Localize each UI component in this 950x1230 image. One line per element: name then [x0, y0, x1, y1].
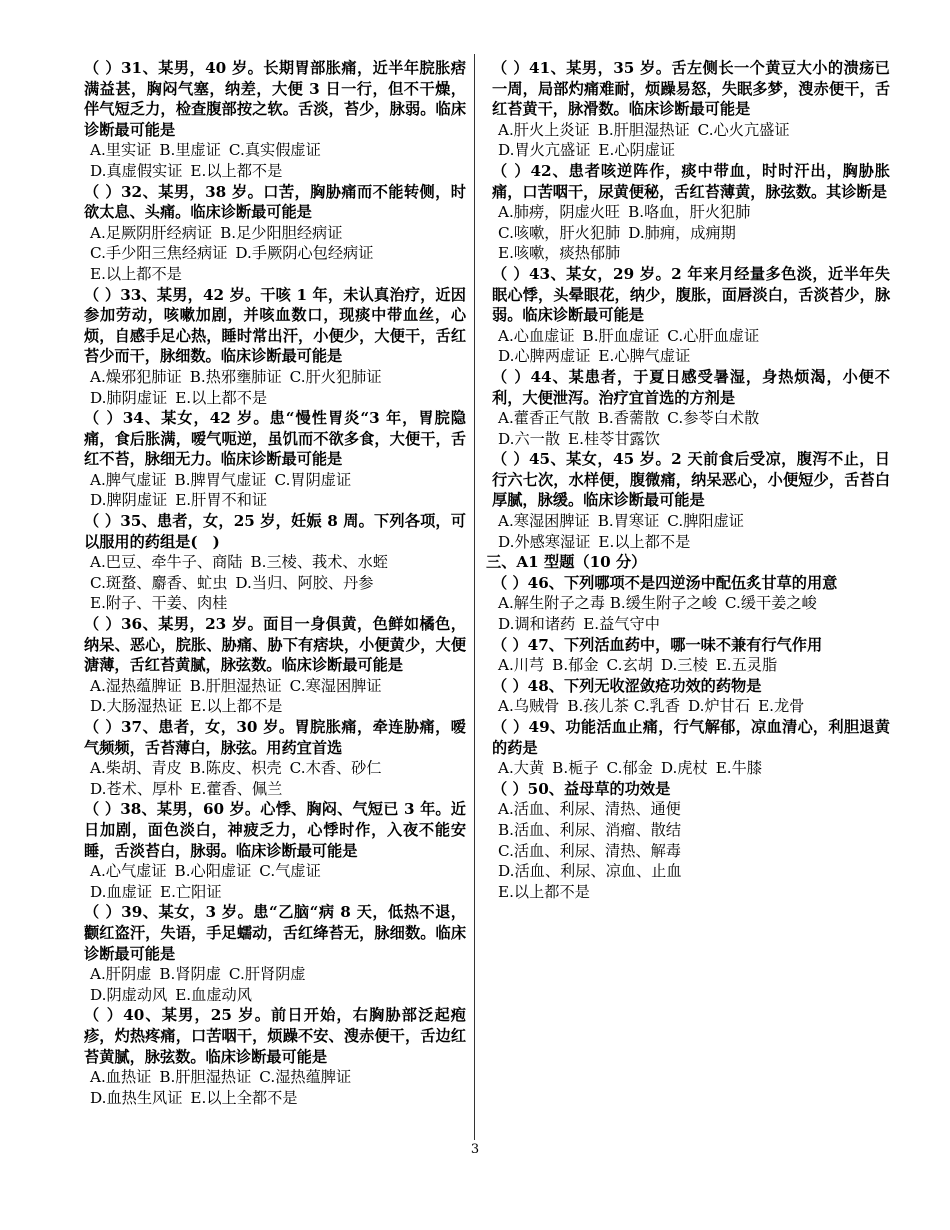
answer-option: B.里虚证 — [159, 141, 221, 160]
answer-option: A.藿香正气散 — [498, 409, 590, 428]
answer-option: A.里实证 — [90, 141, 152, 160]
option-line — [84, 985, 466, 1006]
option-line — [84, 470, 466, 491]
question-stem: （ ）32、某男，38 岁。口苦，胸胁痛而不能转侧，时欲太息、头痛。临床诊断最可能是 — [84, 182, 466, 222]
answer-option: D.虎杖 — [660, 759, 708, 778]
option-line — [84, 1088, 466, 1109]
question-stem: （ ）40、某男，25 岁。前日开始，右胸胁部泛起疱疹，灼热疼痛，口苦咽干，烦躁不安、溲赤便干，舌边红苔黄腻，脉弦数。临床诊断最可能是 — [84, 1006, 466, 1066]
option-line — [492, 511, 890, 532]
answer-option: A.燥邪犯肺证 — [90, 367, 182, 386]
answer-option: C.木香、砂仁 — [289, 759, 382, 778]
option-line — [84, 1067, 466, 1088]
question-stem: （ ）36、某男，23 岁。面目一身俱黄，色鲜如橘色，纳呆、恶心，脘胀、胁痛、胁下有痞块，小便黄少，大便溏薄，舌红苔黄腻，脉弦数。临床诊断最可能是 — [84, 615, 466, 675]
answer-option: A.大黄 — [498, 759, 545, 778]
answer-option: D.肺痈，成痈期 — [628, 223, 736, 242]
option-line — [492, 346, 890, 367]
question-item — [492, 779, 890, 903]
answer-option: E.以上都不是 — [498, 882, 590, 901]
answer-option: A.心气虚证 — [90, 862, 167, 881]
answer-option: A.柴胡、青皮 — [90, 759, 182, 778]
answer-option: B.香薷散 — [597, 409, 660, 428]
answer-option: E.藿香、佩兰 — [190, 779, 283, 798]
left-column — [84, 58, 466, 1108]
option-line — [84, 593, 466, 614]
answer-option: E.桂苓甘露饮 — [568, 429, 660, 448]
question-item — [84, 511, 466, 614]
answer-option: D.胃火亢盛证 — [498, 141, 591, 160]
option-line — [492, 758, 890, 779]
option-line — [84, 573, 466, 594]
answer-option: A.足厥阴肝经病证 — [90, 223, 213, 242]
answer-option: D.三棱 — [660, 656, 708, 675]
answer-option: B.肝血虚证 — [582, 326, 660, 345]
question-item — [492, 367, 890, 449]
option-line — [84, 367, 466, 388]
option-line — [84, 264, 466, 285]
question-item — [84, 285, 466, 409]
answer-option: B.脾胃气虚证 — [174, 470, 267, 489]
question-item — [84, 717, 466, 799]
section-title: 三、A1 型题（10 分） — [486, 553, 647, 572]
answer-option: B.三棱、莪术、水蛭 — [250, 553, 388, 572]
question-stem: （ ）44、某患者，于夏日感受暑湿，身热烦渴，小便不利，大便泄泻。治疗宜首选的方剂是 — [492, 367, 890, 407]
question-stem: （ ）46、下列哪项不是四逆汤中配伍炙甘草的用意 — [492, 573, 838, 592]
answer-option: C.寒湿困脾证 — [289, 676, 382, 695]
question-stem: （ ）35、患者，女，25 岁，妊娠 8 周。下列各项，可以服用的药组是( ) — [84, 512, 466, 551]
answer-option: A.心血虚证 — [498, 326, 575, 345]
question-item — [492, 58, 890, 161]
question-stem: （ ）38、某男，60 岁。心悸、胸闷、气短已 3 年。近日加剧，面色淡白，神疲乏力，心悸时作，入夜不能安睡，舌淡苔白，脉弱。临床诊断最可能是 — [84, 800, 466, 860]
question-stem: （ ）34、某女，42 岁。患“慢性胃炎“3 年，胃脘隐痛，食后胀满，嗳气呃逆，虽饥而不欲多食，大便干，舌红不苔，脉细无力。临床诊断最可能是 — [84, 409, 466, 469]
answer-option: B.肾阴虚 — [159, 965, 221, 984]
option-line — [84, 243, 466, 264]
answer-option: D.阴虚动风 — [90, 985, 168, 1004]
answer-option: D.当归、阿胶、丹参 — [235, 573, 374, 592]
question-stem: （ ）45、某女，45 岁。2 天前食后受凉，腹泻不止，日行六七次，水样便，腹微痛，纳呆恶心，小便短少，舌苔白厚腻，脉缓。临床诊断最可能是 — [492, 450, 890, 510]
answer-option: D.血虚证 — [90, 882, 153, 901]
answer-option: C.缓干姜之峻 — [724, 594, 817, 613]
answer-option: D.六一散 — [498, 429, 561, 448]
answer-option: D.外感寒湿证 — [498, 532, 591, 551]
answer-option: B.孩儿茶 C.乳香 — [567, 697, 681, 716]
answer-option: D.调和诸药 — [498, 615, 576, 634]
answer-option: A.川芎 — [498, 656, 545, 675]
answer-option: C.斑蝥、麝香、虻虫 — [90, 573, 228, 592]
option-line — [492, 820, 890, 841]
answer-option: A.血热证 — [90, 1068, 152, 1087]
answer-option: E.以上全都不是 — [190, 1088, 298, 1107]
answer-option: A.肝火上炎证 — [498, 120, 590, 139]
answer-option: E.以上都不是 — [598, 532, 691, 551]
question-item — [84, 1005, 466, 1108]
question-stem: （ ）33、某男，42 岁。干咳 1 年，未认真治疗，近因参加劳动，咳嗽加剧，并咳血数口，现痰中带血丝，心烦，自感手足心热，睡时常出汗，小便少，大便干，舌红苔少而干，脉细数。临床诊断最可能是 — [84, 285, 466, 366]
answer-option: D.心脾两虚证 — [498, 347, 591, 366]
answer-option: A.活血、利尿、清热、通便 — [498, 800, 681, 819]
answer-option: C.玄胡 — [606, 656, 653, 675]
question-item — [84, 614, 466, 717]
question-item — [84, 182, 466, 285]
answer-option: A.巴豆、牵牛子、商陆 — [90, 553, 243, 572]
option-line — [492, 223, 890, 244]
answer-option: C.气虚证 — [259, 862, 321, 881]
option-line — [492, 408, 890, 429]
option-line — [84, 964, 466, 985]
answer-option: A.解生附子之毒 B.缓生附子之峻 — [498, 594, 717, 613]
answer-option: D.苍术、厚朴 — [90, 779, 183, 798]
answer-option: E.咳嗽，痰热郁肺 — [498, 244, 621, 263]
answer-option: E.亡阳证 — [160, 882, 222, 901]
answer-option: A.肺痨，阴虚火旺 — [498, 203, 621, 222]
option-line — [84, 779, 466, 800]
answer-option: C.肝肾阴虚 — [228, 965, 306, 984]
answer-option: D.真虚假实证 — [90, 161, 183, 180]
option-line — [492, 532, 890, 553]
answer-option: D.肺阴虚证 — [90, 388, 168, 407]
question-item — [492, 635, 890, 676]
option-line — [492, 202, 890, 223]
answer-option: E.以上都不是 — [175, 388, 268, 407]
answer-option: C.活血、利尿、清热、解毒 — [498, 841, 681, 860]
answer-option: B.心阳虚证 — [174, 862, 252, 881]
question-item — [492, 161, 890, 264]
answer-option: C.胃阴虚证 — [274, 470, 352, 489]
question-stem: （ ）42、患者咳逆阵作，痰中带血，时时汗出，胸胁胀痛，口苦咽干，尿黄便秘，舌红苔薄黄，脉弦数。其诊断是 — [492, 161, 890, 201]
answer-option: C.心肝血虚证 — [667, 326, 760, 345]
question-stem: （ ）43、某女，29 岁。2 年来月经量多色淡，近半年失眠心悸，头晕眼花，纳少，腹胀，面唇淡白，舌淡苔少，脉弱。临床诊断最可能是 — [492, 264, 890, 325]
answer-option: E.肝胃不和证 — [175, 491, 268, 510]
option-line — [492, 655, 890, 676]
option-line — [84, 882, 466, 903]
question-item — [492, 264, 890, 367]
option-line — [84, 388, 466, 409]
column-divider — [474, 54, 475, 1140]
answer-option: C.肝火犯肺证 — [289, 367, 382, 386]
answer-option: D.手厥阴心包经病证 — [235, 244, 374, 263]
answer-option: E.心脾气虚证 — [598, 347, 691, 366]
option-line — [492, 861, 890, 882]
option-line — [84, 552, 466, 573]
question-item — [492, 717, 890, 779]
question-stem: （ ）41、某男，35 岁。舌左侧长一个黄豆大小的溃疡已一周，局部灼痛难耐，烦躁易怒，失眠多梦，溲赤便干，舌红苔黄干，脉滑数。临床诊断最可能是 — [492, 59, 890, 119]
answer-option: E.以上都不是 — [190, 161, 283, 180]
question-item — [84, 799, 466, 902]
answer-option: C.郁金 — [606, 759, 653, 778]
answer-option: D.脾阴虚证 — [90, 491, 168, 510]
answer-option: C.真实假虚证 — [228, 141, 321, 160]
answer-option: B.肝胆湿热证 — [597, 120, 690, 139]
option-line — [492, 120, 890, 141]
answer-option: B.咯血，肝火犯肺 — [628, 203, 751, 222]
option-line — [492, 882, 890, 903]
answer-option: B.肝胆湿热证 — [189, 676, 282, 695]
question-stem: （ ）39、某女，3 岁。患“乙脑“病 8 天，低热不退，颧红盗汗，失语，手足蠕动，舌红绛苔无，脉细数。临床诊断最可能是 — [84, 903, 466, 963]
question-stem: （ ）37、患者，女，30 岁。胃脘胀痛，牵连胁痛，嗳气频频，舌苔薄白，脉弦。用药宜首选 — [84, 718, 466, 757]
answer-option: E.附子、干姜、肉桂 — [90, 594, 228, 613]
answer-option: B.陈皮、枳壳 — [189, 759, 282, 778]
question-item — [492, 676, 890, 717]
answer-option: B.郁金 — [552, 656, 599, 675]
answer-option: E.龙骨 — [758, 697, 805, 716]
answer-option: E.益气守中 — [583, 615, 660, 634]
answer-option: E.五灵脂 — [715, 656, 778, 675]
answer-option: B.栀子 — [552, 759, 599, 778]
question-item — [492, 449, 890, 552]
question-item — [492, 573, 890, 635]
answer-option: C.咳嗽，肝火犯肺 — [498, 223, 621, 242]
answer-option: C.参苓白术散 — [667, 409, 760, 428]
option-line — [492, 841, 890, 862]
option-line — [84, 223, 466, 244]
option-line — [492, 326, 890, 347]
answer-option: B.胃寒证 — [597, 512, 660, 531]
answer-option: D.炉甘石 — [688, 697, 751, 716]
option-line — [84, 696, 466, 717]
answer-option: A.脾气虚证 — [90, 470, 167, 489]
right-question-list — [492, 58, 890, 552]
option-line — [492, 799, 890, 820]
question-item — [84, 902, 466, 1005]
a1-question-list — [492, 573, 890, 903]
question-stem: （ ）48、下列无收涩敛疮功效的药物是 — [492, 676, 762, 695]
answer-option: D.活血、利尿、凉血、止血 — [498, 862, 682, 881]
option-line — [492, 593, 890, 614]
answer-option: D.大肠湿热证 — [90, 697, 183, 716]
question-stem: （ ）50、益母草的功效是 — [492, 779, 671, 798]
question-stem: （ ）49、功能活血止痛，行气解郁，凉血清心，利胆退黄的药是 — [492, 718, 890, 757]
option-line — [492, 429, 890, 450]
right-column — [486, 58, 890, 902]
option-line — [492, 696, 890, 717]
option-line — [84, 161, 466, 182]
answer-option: A.寒湿困脾证 — [498, 512, 590, 531]
answer-option: E.血虚动风 — [175, 985, 252, 1004]
question-item — [84, 408, 466, 511]
option-line — [84, 758, 466, 779]
option-line — [84, 490, 466, 511]
answer-option: E.牛膝 — [715, 759, 762, 778]
answer-option: C.手少阳三焦经病证 — [90, 244, 228, 263]
answer-option: C.湿热蕴脾证 — [259, 1068, 352, 1087]
option-line — [492, 614, 890, 635]
option-line — [84, 861, 466, 882]
answer-option: E.心阴虚证 — [598, 141, 676, 160]
answer-option: B.肝胆湿热证 — [159, 1068, 252, 1087]
answer-option: B.活血、利尿、消瘤、散结 — [498, 820, 682, 839]
option-line — [84, 140, 466, 161]
question-stem: （ ）31、某男，40 岁。长期胃部胀痛，近半年脘胀痞满益甚，胸闷气塞，纳差，大便 3 日一行，但不干燥，伴气短乏力，检查腹部按之软。舌淡，苔少，脉弱。临床诊断最可能是 — [84, 59, 466, 139]
answer-option: C.心火亢盛证 — [697, 120, 790, 139]
option-line — [84, 676, 466, 697]
option-line — [492, 243, 890, 264]
answer-option: E.以上都不是 — [190, 697, 283, 716]
question-item — [84, 58, 466, 182]
question-stem: （ ）47、下列活血药中，哪一味不兼有行气作用 — [492, 635, 823, 654]
answer-option: E.以上都不是 — [90, 264, 182, 283]
page-number: 3 — [470, 1142, 480, 1157]
answer-option: B.足少阳胆经病证 — [220, 223, 343, 242]
answer-option: D.血热生风证 — [90, 1088, 183, 1107]
answer-option: A.乌贼骨 — [498, 697, 560, 716]
answer-option: A.湿热蕴脾证 — [90, 676, 182, 695]
answer-option: C.脾阳虚证 — [667, 512, 744, 531]
option-line — [492, 140, 890, 161]
answer-option: B.热邪壅肺证 — [189, 367, 282, 386]
answer-option: A.肝阴虚 — [90, 965, 152, 984]
